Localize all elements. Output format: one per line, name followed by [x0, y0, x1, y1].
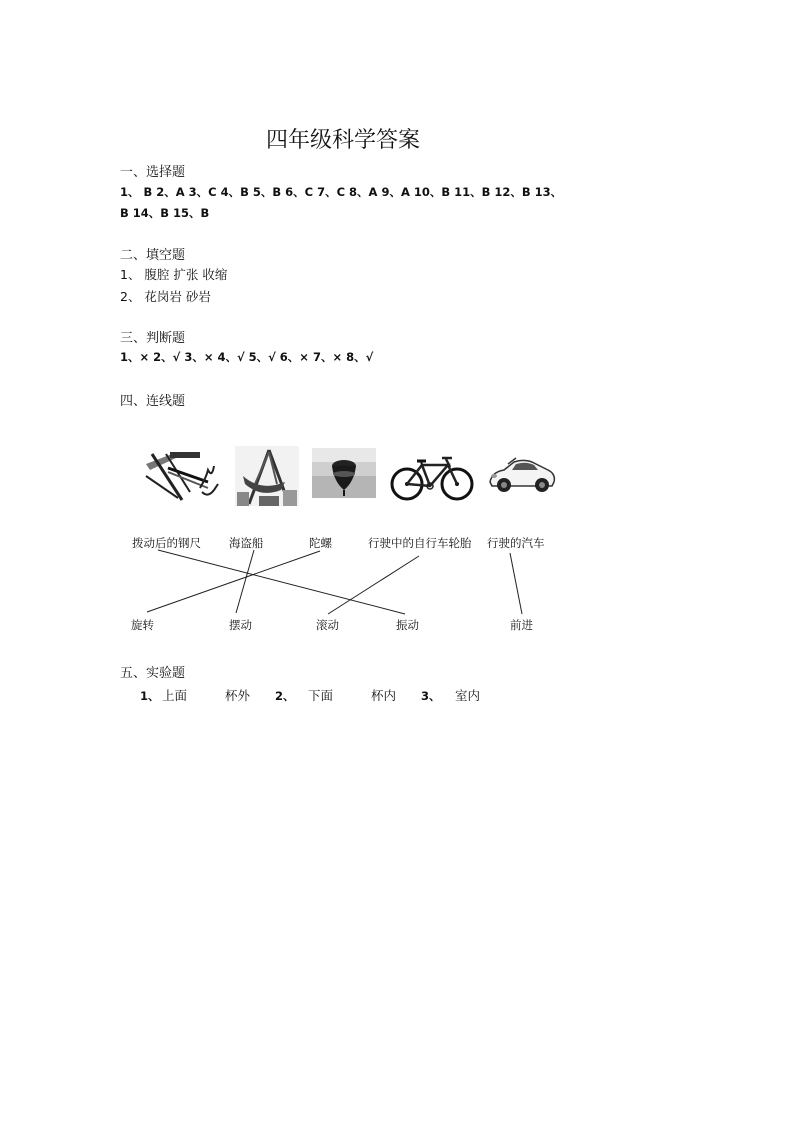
- bottom-label-forward: 前进: [510, 618, 533, 632]
- experiment-answer-3a: 室内: [455, 688, 481, 703]
- fill-answers-line-1: 1、 腹腔 扩张 收缩: [120, 267, 228, 282]
- top-label-spinning-top: 陀螺: [309, 536, 332, 550]
- bottom-label-swing: 摆动: [229, 618, 252, 632]
- bottom-label-vibrate: 振动: [396, 618, 419, 632]
- top-label-ruler: 拨动后的钢尺: [132, 536, 201, 550]
- bottom-label-roll: 滚动: [316, 618, 339, 632]
- match-line-ruler-vibrate: [158, 550, 405, 614]
- choice-answers-line-2: B 14、B 15、B: [120, 206, 210, 220]
- top-label-pirate-ship: 海盗船: [229, 536, 264, 550]
- experiment-answer-2b: 杯内: [371, 688, 397, 703]
- top-label-car: 行驶的汽车: [487, 536, 545, 550]
- match-line-car-forward: [510, 553, 522, 614]
- section-heading-fill: 二、填空题: [120, 248, 186, 263]
- experiment-answer-2a: 下面: [308, 688, 334, 703]
- experiment-num-2: 2、: [275, 689, 295, 703]
- page-title: 四年级科学答案: [266, 128, 421, 153]
- bottom-label-rotate: 旋转: [131, 618, 154, 632]
- match-line-top-rotate: [147, 551, 320, 612]
- choice-answers-line-1: 1、 B 2、A 3、C 4、B 5、B 6、C 7、C 8、A 9、A 10、B 11、B 12、B 13、: [120, 185, 563, 199]
- experiment-num-1: 1、: [140, 689, 160, 703]
- match-line-bicycle-roll: [328, 556, 419, 614]
- fill-answers-line-2: 2、 花岗岩 砂岩: [120, 289, 211, 304]
- match-line-ship-swing: [236, 550, 254, 613]
- experiment-answer-1b: 杯外: [225, 688, 251, 703]
- section-heading-experiment: 五、实验题: [120, 666, 186, 681]
- top-label-bicycle-tire: 行驶中的自行车轮胎: [368, 536, 472, 550]
- section-heading-match: 四、连线题: [120, 394, 186, 409]
- experiment-answer-1a: 上面: [162, 688, 188, 703]
- section-heading-choice: 一、选择题: [120, 165, 186, 180]
- experiment-num-3: 3、: [421, 689, 441, 703]
- judge-answers-line: 1、× 2、√ 3、× 4、√ 5、√ 6、× 7、× 8、√: [120, 350, 374, 364]
- section-heading-judge: 三、判断题: [120, 331, 186, 346]
